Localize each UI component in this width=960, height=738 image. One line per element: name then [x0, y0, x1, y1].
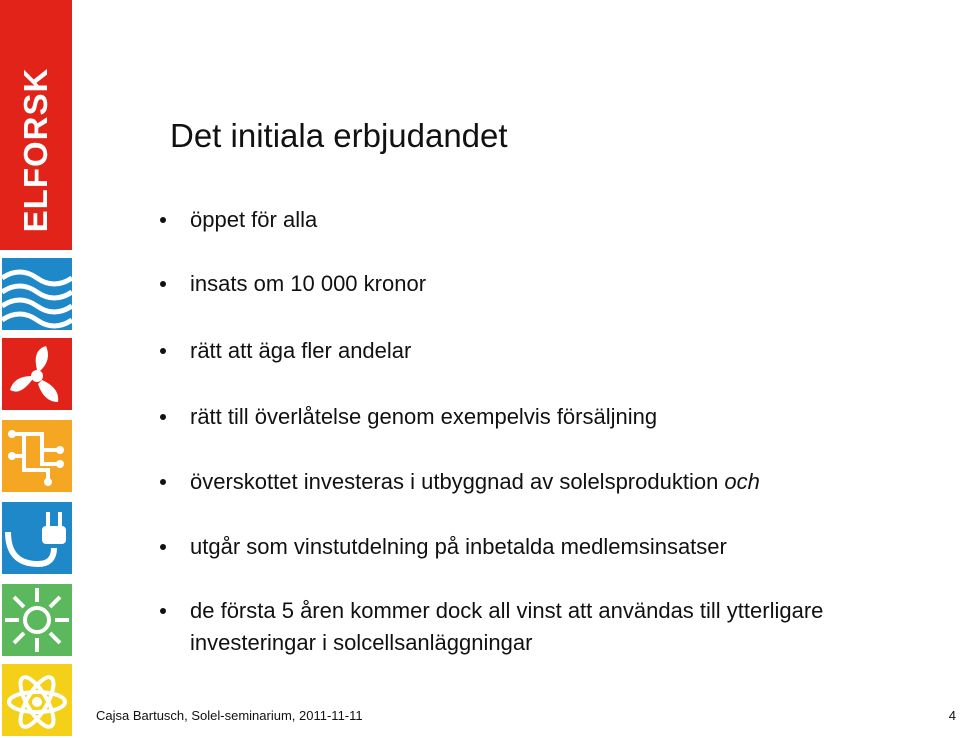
- page-number: 4: [948, 708, 956, 723]
- logo-text: ELFORSK: [17, 67, 54, 233]
- bullet-dot: [160, 544, 166, 550]
- fan-icon: [2, 338, 72, 410]
- sidebar: [0, 0, 72, 738]
- bullet-text: öppet för alla: [190, 207, 318, 232]
- plug-icon: [2, 502, 72, 574]
- bullet-text: rätt att äga fler andelar: [190, 338, 412, 363]
- bullet-dot: [160, 608, 166, 614]
- bullet-item: [160, 531, 920, 563]
- circuit-icon: [2, 420, 72, 492]
- bullet-dot: [160, 479, 166, 485]
- bullet-text: utgår som vinstutdelning på inbetalda medlemsinsatser: [190, 534, 727, 559]
- footer-text: Cajsa Bartusch, Solel-seminarium, 2011-11-11: [96, 708, 363, 723]
- bullet-text: de första 5 åren kommer dock all vinst att användas till ytterligare investeringar i solcellsanläggningar: [190, 598, 824, 655]
- bullet-dot: [160, 281, 166, 287]
- bullet-item: [160, 595, 860, 659]
- bullet-text: överskottet investeras i utbyggnad av solelsproduktion: [190, 469, 725, 494]
- sun-icon: [2, 584, 72, 656]
- bullet-dot: [160, 348, 166, 354]
- elforsk-logo: [0, 0, 72, 250]
- atom-icon: [2, 664, 72, 736]
- bullet-item: [160, 401, 920, 433]
- bullet-text: insats om 10 000 kronor: [190, 271, 427, 296]
- bullet-item: [160, 268, 920, 300]
- slide-title: Det initiala erbjudandet: [170, 117, 508, 154]
- bullet-text: rätt till överlåtelse genom exempelvis försäljning: [190, 404, 658, 429]
- bullet-item: [160, 466, 920, 498]
- bullet-dot: [160, 414, 166, 420]
- waves-icon: [2, 258, 72, 330]
- bullet-dot: [160, 217, 166, 223]
- bullet-item: [160, 204, 920, 236]
- bullet-item: [160, 335, 920, 367]
- bullet-emphasis: och: [724, 469, 760, 494]
